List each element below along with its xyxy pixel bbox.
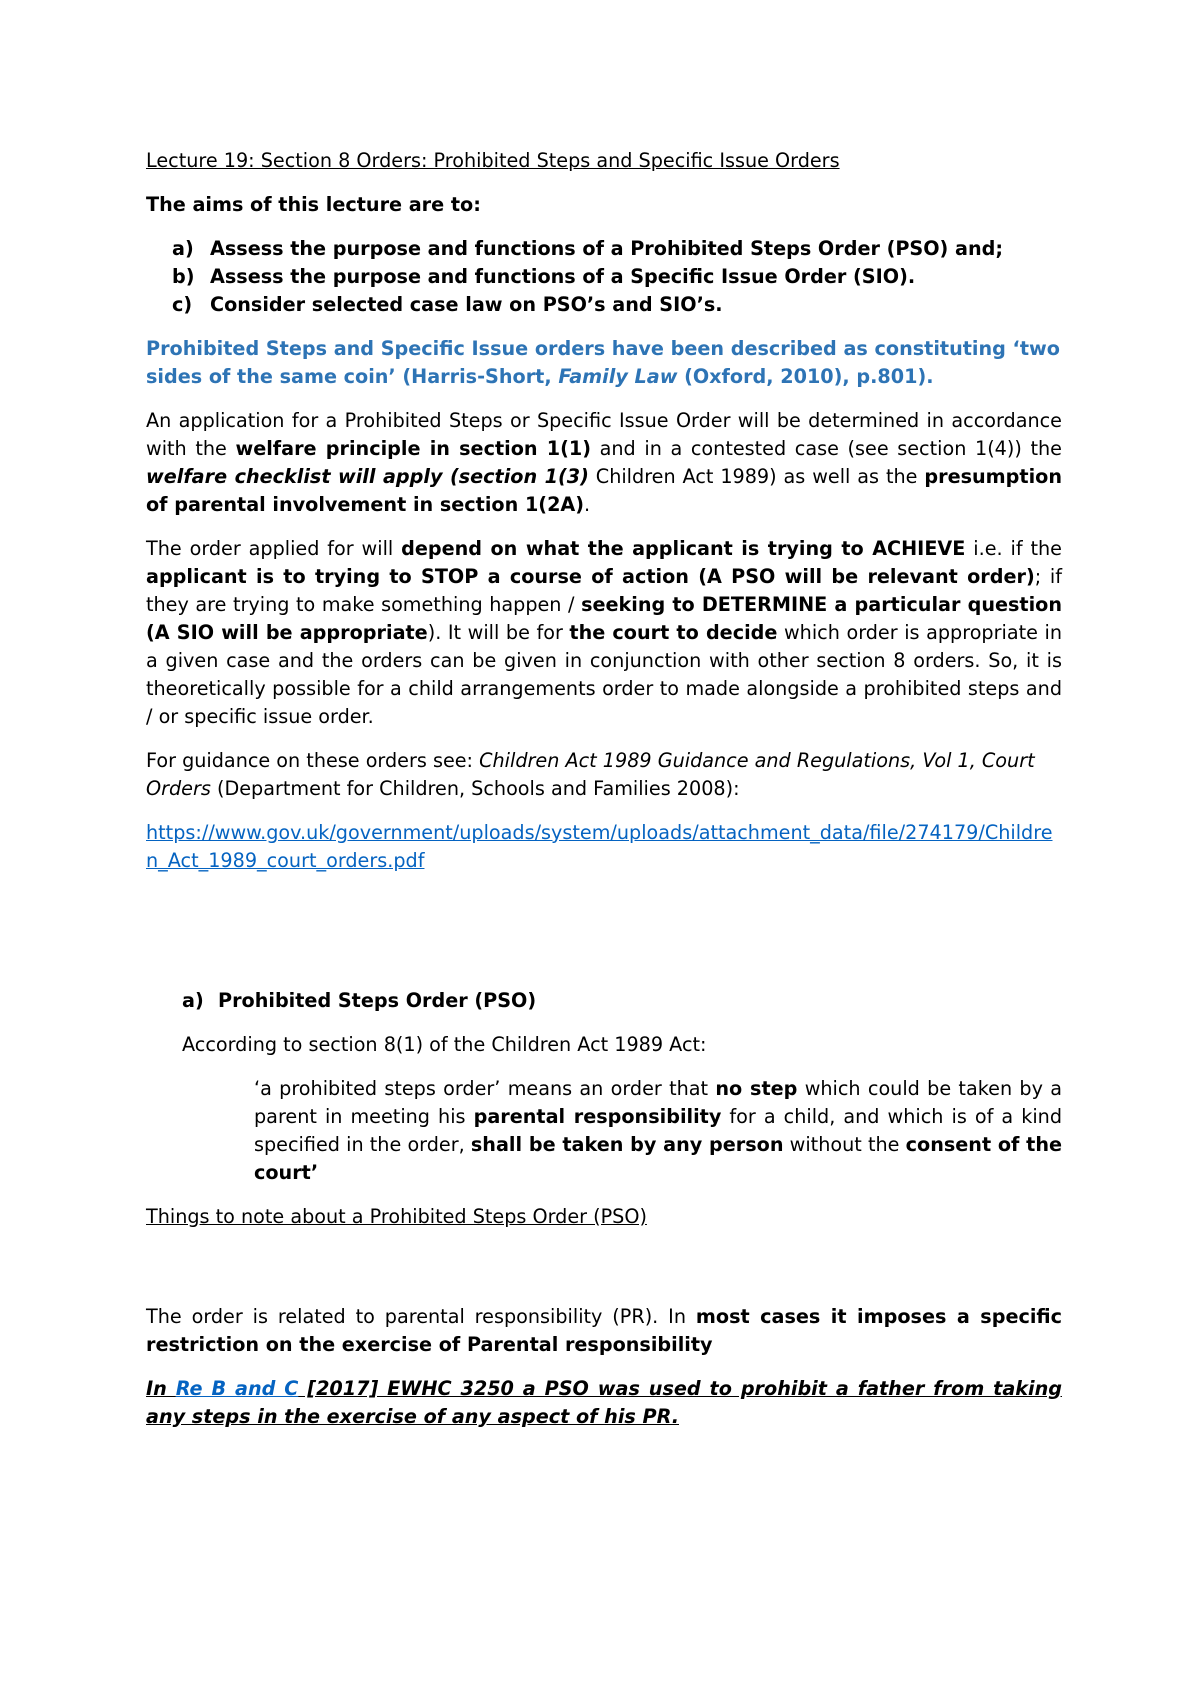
text: An application for a Prohibited Steps or Specific Issue Order will be determined in accordance with the [146, 409, 1062, 460]
pso-label: a) [182, 989, 204, 1012]
quote-text: Prohibited Steps and Specific Issue orders have been described as constituting ‘two sides of the same coin’ (Harris-Short, [146, 337, 1060, 388]
bold-italic-text: welfare checklist will apply (section 1(3) [146, 465, 589, 488]
spacer [146, 1231, 1062, 1287]
text: for a child, and which is of a kind specified in the order, [254, 1105, 1063, 1156]
document-page [146, 147, 1062, 1431]
lecture-title: Lecture 19: Section 8 Orders: Prohibited Steps and Specific Issue Orders [146, 149, 840, 172]
bold-text: parental responsibility [473, 1105, 722, 1128]
bold-text: shall be taken by any person [470, 1133, 784, 1156]
aim-label: c) [172, 293, 193, 316]
case-link[interactable]: Re B and C [175, 1377, 299, 1400]
text: which could be taken by a parent in meeting his [254, 1077, 1062, 1128]
aim-text: Assess the purpose and functions of a Prohibited Steps Order (PSO) and; [210, 237, 1004, 260]
guidance-paragraph [146, 747, 1062, 803]
book-title: Family Law [558, 365, 678, 388]
bold-text: no step [715, 1077, 798, 1100]
quote-citation: (Oxford, 2010), p.801). [677, 365, 934, 388]
pso-intro: According to section 8(1) of the Children Act 1989 Act: [182, 1033, 707, 1056]
text: ‘a prohibited steps order’ means an order that [254, 1077, 716, 1100]
text: The order is related to parental responsibility (PR). In [146, 1305, 696, 1328]
bold-text: depend on what the applicant is trying to ACHIEVE [401, 537, 966, 560]
text: [2017] EWHC 3250 a PSO was used to prohibit a father from taking any steps in the exercise of any aspect of his PR. [146, 1377, 1062, 1428]
pso-definition [254, 1075, 1062, 1187]
spacer [146, 875, 1062, 987]
bold-text: most cases it imposes a specific restriction on the exercise of Parental responsibility [146, 1305, 1063, 1356]
order-paragraph [146, 535, 1062, 731]
pr-paragraph [146, 1303, 1062, 1359]
bold-text: seeking to DETERMINE a particular question (A SIO will be appropriate [146, 593, 1063, 644]
application-paragraph [146, 407, 1062, 519]
bold-text: presumption of parental involvement in section 1(2A) [146, 465, 1062, 516]
aim-item [172, 291, 1062, 319]
guidance-title: Children Act 1989 Guidance and Regulations, Vol 1, Court Orders [146, 749, 1035, 800]
bold-text: consent of the court’ [254, 1133, 1063, 1184]
text: ; if they are trying to make something happen / [146, 565, 1062, 616]
aim-item [172, 235, 1062, 263]
text: and in a contested case (see section 1(4)) the [591, 437, 1062, 460]
pso-heading-text: Prohibited Steps Order (PSO) [218, 989, 537, 1012]
text: i.e. if the [965, 537, 1062, 560]
bold-text: welfare principle in section 1(1) [235, 437, 591, 460]
aims-list [146, 235, 1062, 319]
case-note [146, 1375, 1062, 1431]
guidance-link[interactable]: https://www.gov.uk/government/uploads/system/uploads/attachment_data/file/274179/Children_Act_1989_court_orders.pdf [146, 821, 1053, 872]
guidance-link-paragraph [146, 819, 1062, 875]
text: For guidance on these orders see: [146, 749, 480, 772]
text: . [584, 493, 591, 516]
text: ). It will be for [427, 621, 570, 644]
bold-text: applicant is to trying to STOP a course of action (A PSO will be relevant order) [146, 565, 1035, 588]
aim-item [172, 263, 1062, 291]
things-to-note-heading: Things to note about a Prohibited Steps Order (PSO) [146, 1205, 647, 1228]
text: The order applied for will [146, 537, 402, 560]
text: which order is appropriate in a given case and the orders can be given in conjunction with other section 8 orders. So, it is theoretically possible for a child arrangements order to made alongside a prohibited steps and / or specific issue order. [146, 621, 1062, 728]
bold-text: the court to decide [569, 621, 778, 644]
harris-short-quote [146, 335, 1062, 391]
aim-label: b) [172, 265, 195, 288]
aim-label: a) [172, 237, 194, 260]
aim-text: Assess the purpose and functions of a Specific Issue Order (SIO). [210, 265, 916, 288]
pso-heading [182, 987, 1062, 1015]
text: without the [783, 1133, 906, 1156]
aim-text: Consider selected case law on PSO’s and SIO’s. [210, 293, 723, 316]
aims-intro: The aims of this lecture are to: [146, 193, 481, 216]
text: In [146, 1377, 176, 1400]
text: Children Act 1989) as well as the [588, 465, 925, 488]
text: (Department for Children, Schools and Families 2008): [210, 777, 740, 800]
